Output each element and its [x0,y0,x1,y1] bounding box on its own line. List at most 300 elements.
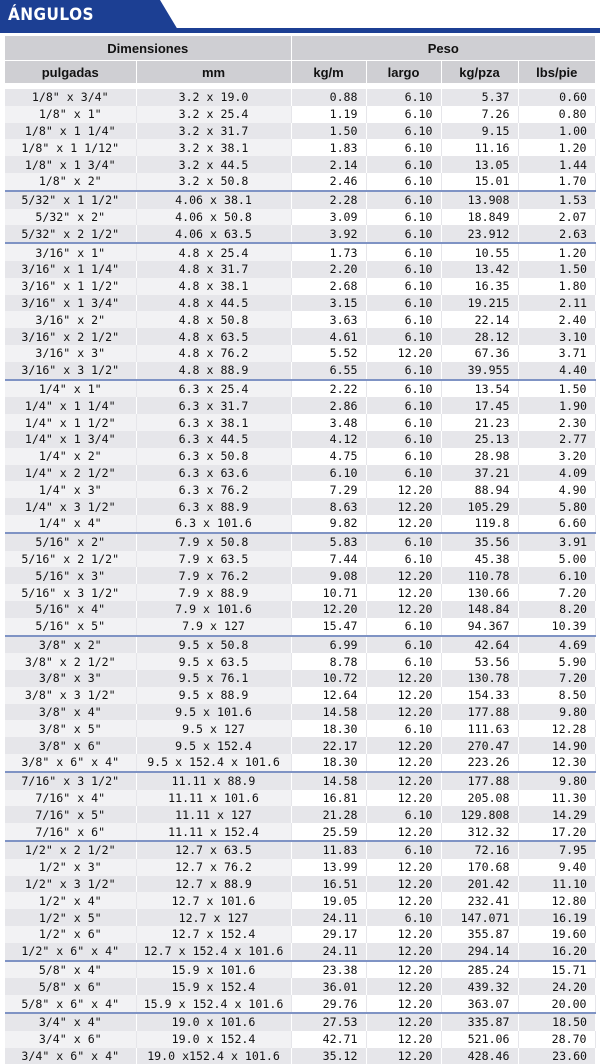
table-cell: 6.10 [366,414,441,431]
table-cell: 285.24 [441,961,518,979]
table-cell: 1/4" x 3 1/2" [5,498,136,515]
table-cell: 12.20 [291,601,366,618]
table-cell: 15.71 [518,961,595,979]
table-cell: 3.71 [518,345,595,362]
table-cell: 3/4" x 4" [5,1013,136,1031]
table-cell: 53.56 [441,653,518,670]
table-cell: 67.36 [441,345,518,362]
table-row [5,156,595,173]
table-cell: 6.10 [366,636,441,654]
table-cell: 3.2 x 50.8 [136,173,291,191]
table-cell: 6.10 [366,431,441,448]
table-cell: 28.98 [441,448,518,465]
table-cell: 5/16" x 3 1/2" [5,584,136,601]
table-cell: 11.11 x 101.6 [136,790,291,807]
table-cell: 22.17 [291,737,366,754]
table-row [5,1048,595,1064]
table-cell: 22.14 [441,311,518,328]
table-cell: 1.70 [518,173,595,191]
table-cell: 5/16" x 4" [5,601,136,618]
table-cell: 12.20 [366,498,441,515]
table-row [5,431,595,448]
table-cell: 21.28 [291,806,366,823]
table-cell: 3/8" x 2" [5,636,136,654]
table-cell: 521.06 [441,1031,518,1048]
table-cell: 12.20 [366,670,441,687]
table-body [5,89,595,1064]
header-peso: Peso [291,36,595,61]
table-cell: 148.84 [441,601,518,618]
table-cell: 9.08 [291,567,366,584]
table-cell: 8.20 [518,601,595,618]
table-cell: 1/8" x 1 1/12" [5,139,136,156]
table-cell: 6.10 [291,465,366,482]
table-cell: 4.8 x 31.7 [136,261,291,278]
table-cell: 3/16" x 1 1/4" [5,261,136,278]
table-cell: 6.10 [366,243,441,261]
table-cell: 4.8 x 25.4 [136,243,291,261]
table-row [5,345,595,362]
table-cell: 4.06 x 38.1 [136,191,291,209]
table-cell: 4.12 [291,431,366,448]
table-cell: 1/8" x 3/4" [5,89,136,106]
table-cell: 12.20 [366,790,441,807]
table-row [5,720,595,737]
table-row [5,551,595,568]
table-cell: 2.20 [291,261,366,278]
table-cell: 12.28 [518,720,595,737]
table-cell: 232.41 [441,892,518,909]
table-cell: 428.46 [441,1048,518,1064]
table-cell: 13.42 [441,261,518,278]
table-cell: 94.367 [441,618,518,636]
table-cell: 2.77 [518,431,595,448]
table-row [5,653,595,670]
table-cell: 6.10 [366,465,441,482]
table-cell: 11.11 x 127 [136,806,291,823]
table-cell: 3/16" x 2 1/2" [5,328,136,345]
table-cell: 1.83 [291,139,366,156]
table-cell: 15.47 [291,618,366,636]
table-row [5,670,595,687]
table-cell: 2.22 [291,380,366,398]
table-cell: 15.9 x 152.4 x 101.6 [136,995,291,1013]
table-cell: 15.9 x 152.4 [136,978,291,995]
table-cell: 14.58 [291,704,366,721]
table-cell: 6.10 [366,720,441,737]
table-row [5,995,595,1013]
table-cell: 6.10 [366,653,441,670]
table-cell: 1/4" x 3" [5,481,136,498]
table-cell: 12.20 [366,481,441,498]
table-cell: 14.29 [518,806,595,823]
table-cell: 6.10 [366,106,441,123]
table-cell: 3/8" x 4" [5,704,136,721]
table-cell: 5/32" x 2" [5,209,136,226]
table-cell: 14.58 [291,772,366,790]
table-cell: 6.10 [518,567,595,584]
table-cell: 2.07 [518,209,595,226]
table-cell: 37.21 [441,465,518,482]
table-cell: 9.5 x 88.9 [136,687,291,704]
table-row [5,1013,595,1031]
table-cell: 11.11 x 88.9 [136,772,291,790]
table-cell: 1/2" x 3" [5,859,136,876]
table-cell: 1/8" x 1 3/4" [5,156,136,173]
table-cell: 1/4" x 1" [5,380,136,398]
table-row [5,414,595,431]
table-cell: 10.71 [291,584,366,601]
table-cell: 130.78 [441,670,518,687]
table-cell: 1.90 [518,397,595,414]
table-cell: 223.26 [441,754,518,772]
table-row [5,909,595,926]
table-cell: 19.0 x152.4 x 101.6 [136,1048,291,1064]
table-cell: 1/2" x 6" [5,926,136,943]
table-cell: 11.16 [441,139,518,156]
table-row [5,1031,595,1048]
table-cell: 5/16" x 3" [5,567,136,584]
table-cell: 16.19 [518,909,595,926]
table-cell: 19.215 [441,295,518,312]
table-row [5,89,595,106]
table-cell: 3/16" x 1 1/2" [5,278,136,295]
table-cell: 12.64 [291,687,366,704]
table-cell: 0.60 [518,89,595,106]
table-cell: 130.66 [441,584,518,601]
table-cell: 177.88 [441,704,518,721]
table-cell: 6.10 [366,909,441,926]
table-cell: 21.23 [441,414,518,431]
table-cell: 5/16" x 5" [5,618,136,636]
table-cell: 11.10 [518,876,595,893]
table-row [5,481,595,498]
page-title: ÁNGULOS [8,5,95,25]
table-cell: 1.00 [518,123,595,140]
table-row [5,876,595,893]
table-cell: 1/2" x 3 1/2" [5,876,136,893]
table-cell: 9.82 [291,515,366,533]
table-cell: 18.30 [291,720,366,737]
table-cell: 29.76 [291,995,366,1013]
table-cell: 6.10 [366,380,441,398]
table-cell: 18.30 [291,754,366,772]
table-cell: 154.33 [441,687,518,704]
table-cell: 3/16" x 3 1/2" [5,362,136,380]
table-cell: 24.20 [518,978,595,995]
table-cell: 10.39 [518,618,595,636]
table-cell: 6.10 [366,139,441,156]
table-cell: 8.50 [518,687,595,704]
table-cell: 6.10 [366,209,441,226]
table-cell: 13.908 [441,191,518,209]
table-cell: 7.29 [291,481,366,498]
table-cell: 13.05 [441,156,518,173]
table-cell: 1.50 [518,261,595,278]
table-cell: 6.10 [366,397,441,414]
table-row [5,243,595,261]
table-cell: 7/16" x 4" [5,790,136,807]
table-cell: 12.20 [366,1013,441,1031]
table-cell: 3/8" x 5" [5,720,136,737]
table-cell: 9.5 x 76.1 [136,670,291,687]
table-row [5,225,595,243]
table-row [5,961,595,979]
table-cell: 6.3 x 50.8 [136,448,291,465]
table-cell: 5/16" x 2 1/2" [5,551,136,568]
table-row [5,139,595,156]
table-cell: 1.50 [291,123,366,140]
table-cell: 39.955 [441,362,518,380]
table-cell: 36.01 [291,978,366,995]
table-cell: 4.8 x 63.5 [136,328,291,345]
table-cell: 12.20 [366,1048,441,1064]
table-row [5,841,595,859]
table-cell: 6.3 x 25.4 [136,380,291,398]
table-cell: 2.40 [518,311,595,328]
table-cell: 4.61 [291,328,366,345]
table-cell: 5/8" x 6" x 4" [5,995,136,1013]
table-cell: 7.9 x 127 [136,618,291,636]
table-cell: 11.83 [291,841,366,859]
table-cell: 15.9 x 101.6 [136,961,291,979]
table-cell: 5/8" x 4" [5,961,136,979]
table-row [5,926,595,943]
table-cell: 16.81 [291,790,366,807]
table-cell: 4.06 x 63.5 [136,225,291,243]
table-cell: 4.09 [518,465,595,482]
table-cell: 25.59 [291,823,366,841]
table-cell: 3.09 [291,209,366,226]
table-cell: 5.37 [441,89,518,106]
table-cell: 4.90 [518,481,595,498]
table-cell: 205.08 [441,790,518,807]
table-cell: 6.10 [366,225,441,243]
table-cell: 439.32 [441,978,518,995]
table-cell: 1.19 [291,106,366,123]
table-cell: 1/4" x 1 1/2" [5,414,136,431]
table-cell: 15.01 [441,173,518,191]
table-cell: 105.29 [441,498,518,515]
table-cell: 9.5 x 152.4 [136,737,291,754]
table-row [5,737,595,754]
table-cell: 6.10 [366,261,441,278]
table-cell: 201.42 [441,876,518,893]
table-cell: 3.91 [518,533,595,551]
table-cell: 12.7 x 101.6 [136,892,291,909]
table-cell: 177.88 [441,772,518,790]
table-cell: 6.10 [366,841,441,859]
table-cell: 9.5 x 127 [136,720,291,737]
table-cell: 7.9 x 63.5 [136,551,291,568]
table-cell: 3/8" x 6" x 4" [5,754,136,772]
table-cell: 9.40 [518,859,595,876]
table-cell: 35.56 [441,533,518,551]
table-cell: 5/16" x 2" [5,533,136,551]
table-cell: 3.2 x 38.1 [136,139,291,156]
table-cell: 3/8" x 3" [5,670,136,687]
table-cell: 19.60 [518,926,595,943]
table-cell: 4.8 x 44.5 [136,295,291,312]
table-cell: 12.30 [518,754,595,772]
table-cell: 1.50 [518,380,595,398]
table-cell: 12.20 [366,1031,441,1048]
table-cell: 1/2" x 5" [5,909,136,926]
table-row [5,806,595,823]
table-cell: 2.28 [291,191,366,209]
table-cell: 6.10 [366,311,441,328]
table-cell: 1/2" x 4" [5,892,136,909]
table-cell: 294.14 [441,943,518,961]
table-cell: 3/16" x 2" [5,311,136,328]
table-cell: 4.8 x 76.2 [136,345,291,362]
table-cell: 6.3 x 88.9 [136,498,291,515]
table-row [5,704,595,721]
table-cell: 6.10 [366,278,441,295]
table-row [5,567,595,584]
table-cell: 110.78 [441,567,518,584]
table-cell: 12.7 x 127 [136,909,291,926]
table-cell: 170.68 [441,859,518,876]
table-cell: 3.2 x 25.4 [136,106,291,123]
table-cell: 10.55 [441,243,518,261]
table-cell: 12.20 [366,704,441,721]
table-cell: 7.95 [518,841,595,859]
table-cell: 7.26 [441,106,518,123]
table-cell: 2.86 [291,397,366,414]
table-cell: 45.38 [441,551,518,568]
table-cell: 312.32 [441,823,518,841]
table-cell: 12.20 [366,926,441,943]
table-row [5,772,595,790]
table-cell: 6.10 [366,123,441,140]
table-cell: 16.20 [518,943,595,961]
table-row [5,754,595,772]
table-cell: 111.63 [441,720,518,737]
table-row [5,892,595,909]
table-cell: 0.88 [291,89,366,106]
table-cell: 12.20 [366,961,441,979]
table-cell: 3/8" x 3 1/2" [5,687,136,704]
table-cell: 13.54 [441,380,518,398]
table-cell: 1/4" x 2 1/2" [5,465,136,482]
table-cell: 6.10 [366,173,441,191]
table-row [5,380,595,398]
table-cell: 12.7 x 152.4 x 101.6 [136,943,291,961]
table-cell: 7/16" x 5" [5,806,136,823]
table-row [5,261,595,278]
table-cell: 6.10 [366,806,441,823]
table-cell: 3.2 x 44.5 [136,156,291,173]
table-cell: 19.05 [291,892,366,909]
table-row [5,311,595,328]
table-cell: 6.10 [366,328,441,345]
table-cell: 5.83 [291,533,366,551]
table-cell: 5.52 [291,345,366,362]
table-cell: 4.06 x 50.8 [136,209,291,226]
table-cell: 12.7 x 152.4 [136,926,291,943]
table-cell: 3.2 x 31.7 [136,123,291,140]
table-cell: 7.9 x 76.2 [136,567,291,584]
table-cell: 12.7 x 76.2 [136,859,291,876]
table-cell: 9.15 [441,123,518,140]
table-cell: 5/32" x 2 1/2" [5,225,136,243]
table-cell: 18.50 [518,1013,595,1031]
table-cell: 6.10 [366,191,441,209]
table-cell: 2.14 [291,156,366,173]
table-row [5,978,595,995]
table-cell: 23.60 [518,1048,595,1064]
table-cell: 17.45 [441,397,518,414]
table-cell: 9.5 x 152.4 x 101.6 [136,754,291,772]
table-cell: 1/4" x 4" [5,515,136,533]
col-header-pulgadas: pulgadas [5,61,136,84]
table-cell: 12.20 [366,772,441,790]
table-cell: 12.20 [366,567,441,584]
table-cell: 5.80 [518,498,595,515]
table-row [5,498,595,515]
table-cell: 7.20 [518,584,595,601]
table-cell: 3/4" x 6" x 4" [5,1048,136,1064]
table-cell: 2.46 [291,173,366,191]
table-cell: 1/2" x 6" x 4" [5,943,136,961]
table-cell: 12.20 [366,601,441,618]
table-cell: 3/4" x 6" [5,1031,136,1048]
table-cell: 19.0 x 152.4 [136,1031,291,1048]
table-cell: 3/16" x 1" [5,243,136,261]
table-cell: 3.63 [291,311,366,328]
table-row [5,618,595,636]
table-cell: 9.5 x 63.5 [136,653,291,670]
table-cell: 6.10 [366,89,441,106]
table-cell: 6.55 [291,362,366,380]
angles-table [5,36,596,1064]
table-cell: 12.20 [366,892,441,909]
table-cell: 3/8" x 6" [5,737,136,754]
table-cell: 7/16" x 3 1/2" [5,772,136,790]
table-cell: 1/8" x 2" [5,173,136,191]
table-row [5,448,595,465]
table-cell: 2.68 [291,278,366,295]
table-cell: 12.20 [366,345,441,362]
table-row [5,584,595,601]
table-row [5,397,595,414]
table-cell: 10.72 [291,670,366,687]
table-cell: 7.9 x 88.9 [136,584,291,601]
table-row [5,295,595,312]
table-row [5,191,595,209]
table-cell: 6.10 [366,362,441,380]
table-cell: 147.071 [441,909,518,926]
table-cell: 42.64 [441,636,518,654]
table-cell: 4.8 x 88.9 [136,362,291,380]
table-cell: 3/8" x 2 1/2" [5,653,136,670]
table-cell: 363.07 [441,995,518,1013]
table-cell: 9.5 x 101.6 [136,704,291,721]
table-row [5,601,595,618]
table-cell: 1.53 [518,191,595,209]
table-row [5,515,595,533]
table-cell: 3.92 [291,225,366,243]
table-row [5,209,595,226]
table-cell: 12.7 x 88.9 [136,876,291,893]
table-cell: 8.63 [291,498,366,515]
table-cell: 6.60 [518,515,595,533]
col-header-lbs-pie: lbs/pie [518,61,595,84]
table-row [5,328,595,345]
table-cell: 12.20 [366,943,441,961]
table-cell: 3/16" x 1 3/4" [5,295,136,312]
